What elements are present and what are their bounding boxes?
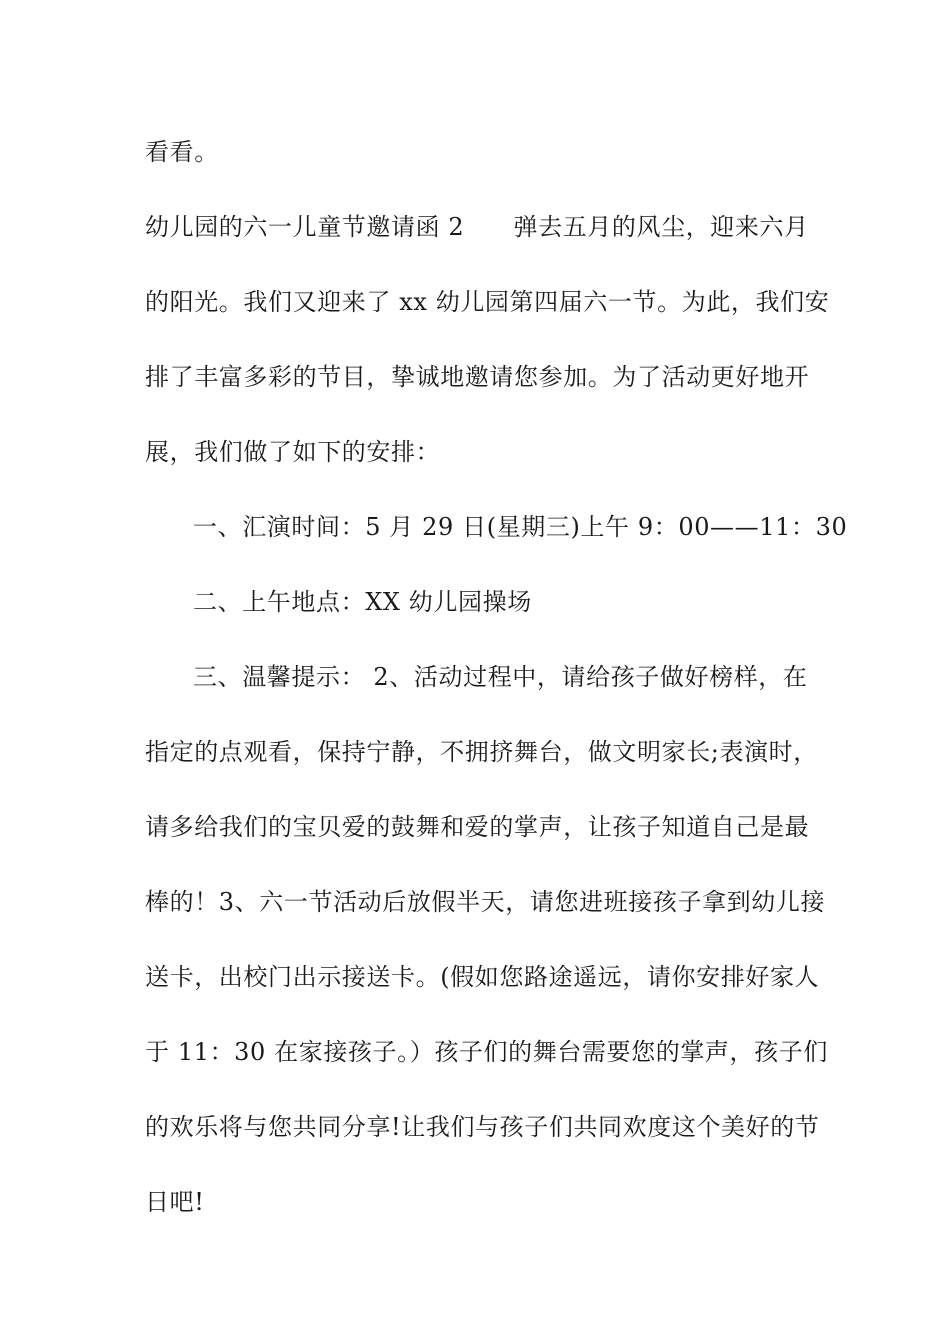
text-line: 一、汇演时间：5 月 29 日(星期三)上午 9：00——11：30 (193, 513, 848, 541)
text-line: 指定的点观看，保持宁静，不拥挤舞台，做文明家长;表演时， (145, 738, 818, 766)
text-line: 请多给我们的宝贝爱的鼓舞和爱的掌声，让孩子知道自己是最 (145, 813, 810, 841)
text-line: 于 11：30 在家接孩子。）孩子们的舞台需要您的掌声，孩子们 (145, 1038, 828, 1066)
text-line: 的阳光。我们又迎来了 xx 幼儿园第四届六一节。为此，我们安 (145, 288, 830, 316)
text-line: 送卡，出校门出示接送卡。(假如您路途遥远，请你安排好家人 (145, 963, 820, 991)
text-line: 看看。 (145, 138, 219, 166)
text-line: 二、上午地点：XX 幼儿园操场 (193, 588, 532, 616)
text-line: 棒的！3、六一节活动后放假半天，请您进班接孩子拿到幼儿接 (145, 888, 826, 916)
text-line: 三、温馨提示： 2、活动过程中，请给孩子做好榜样，在 (193, 663, 808, 691)
text-line: 幼儿园的六一儿童节邀请函 2 弹去五月的风尘，迎来六月 (145, 213, 809, 241)
text-line: 日吧! (145, 1188, 205, 1216)
text-line: 排了丰富多彩的节目，挚诚地邀请您参加。为了活动更好地开 (145, 363, 810, 391)
text-line: 展，我们做了如下的安排： (145, 438, 441, 466)
text-line: 的欢乐将与您共同分享!让我们与孩子们共同欢度这个美好的节 (145, 1113, 820, 1141)
